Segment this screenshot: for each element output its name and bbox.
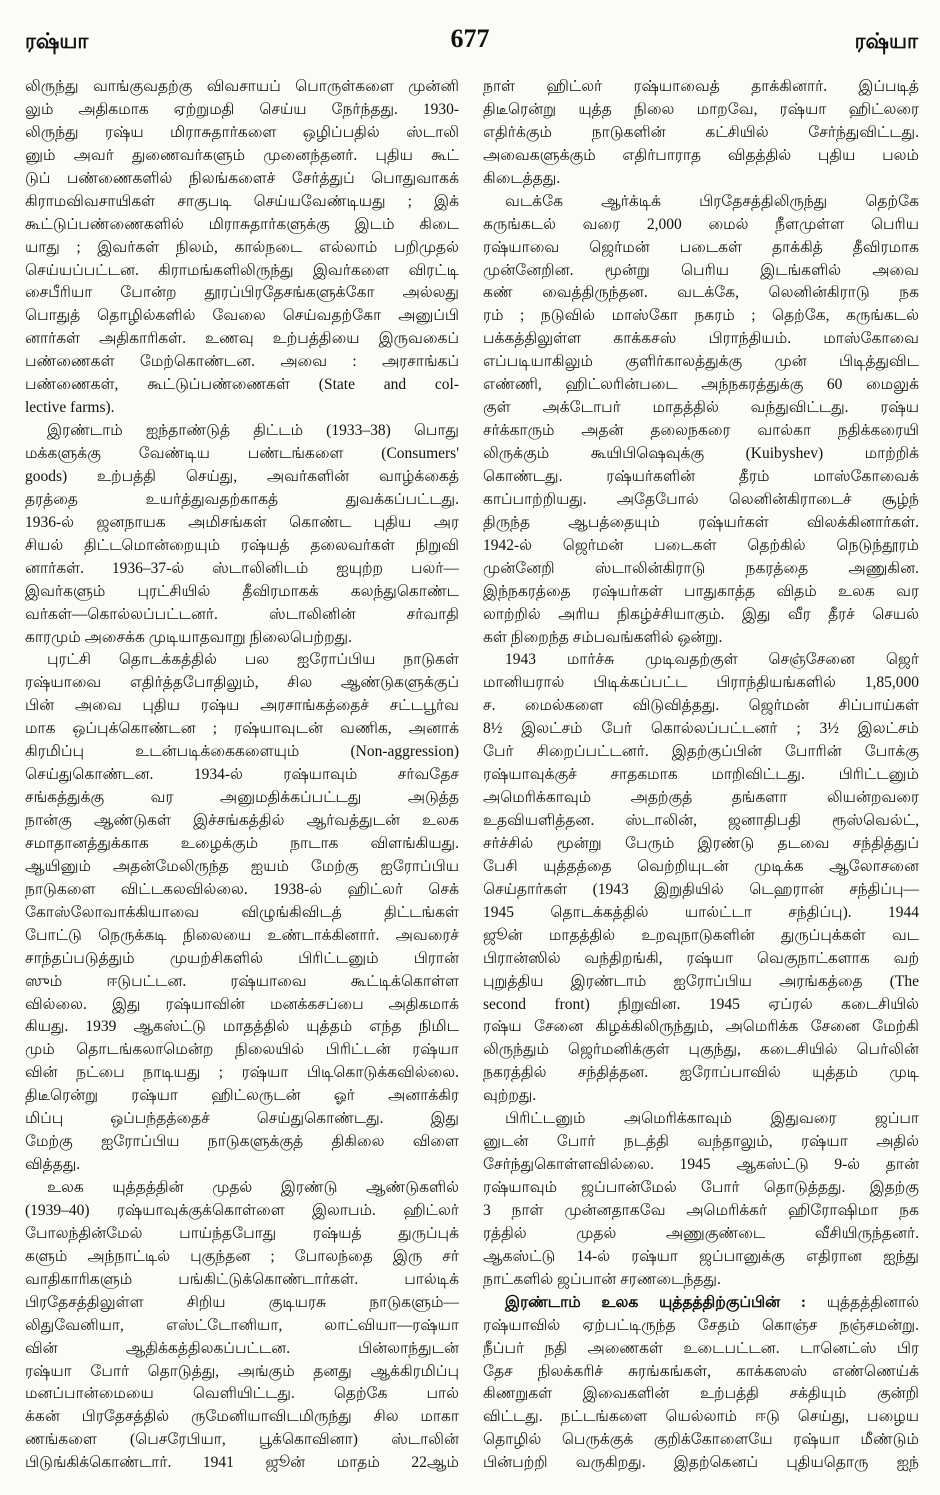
- text-line: ரஷ்யாவில் ஏற்பட்டிருந்த சேதம் கொஞ்ச நஞ்சமன்று.: [483, 1316, 919, 1334]
- line-text: யுத்தத்தினால்: [826, 1293, 919, 1311]
- text-line: ரஷ்யா போர் தொடுத்து, அங்கும் தனது ஆக்கிரமிப்பு: [25, 1362, 459, 1380]
- text-line: கொண்டது. ரஷ்யர்களின் தீரம் மாஸ்கோவைக்: [483, 467, 919, 485]
- text-line: பின்பற்றி வருகிறது. இதற்கெனப் புதியதொரு ஐந்: [483, 1454, 919, 1472]
- text-line: னுடன் போர் நடத்தி வந்தாலும், ரஷ்யா அதில்: [483, 1133, 919, 1151]
- text-line: லிருந்து வாங்குவதற்கு விவசாயப் பொருள்களை முன்னி: [25, 78, 459, 95]
- text-line: சர்க்காரும் அதன் தலைநகரை வால்கா நதிக்கரையி: [483, 422, 919, 440]
- text-line: யாது ; இவர்கள் நிலம், கால்நடை எல்லாம் பறிமுதல்: [25, 238, 459, 256]
- text-line: நாள் ஹிட்லர் ரஷ்யாவைத் தாக்கினார். இப்படித்: [483, 78, 919, 95]
- running-head-right: ரஷ்யா: [854, 29, 918, 53]
- text-line: செய்துகொண்டன. 1934-ல் ரஷ்யாவும் சர்வதேச: [25, 766, 459, 784]
- text-line: lective farms).: [25, 399, 115, 417]
- text-line: லிருந்து ரஷ்ய மிராசுதார்களை ஒழிப்பதில் ஸ்டாலி: [25, 123, 459, 141]
- text-line: கோஸ்லோவாக்கியாவை விழுங்கிவிடத் திட்டங்கள்: [25, 903, 459, 921]
- text-line: மானியரால் பிடிக்கப்பட்ட பிராந்தியங்களில் 1,85,000: [483, 674, 919, 692]
- text-line: லும் அதிகமாக ஏற்றுமதி செய்ய நேர்ந்தது. 1930-: [25, 100, 459, 118]
- text-line: கியது. 1939 ஆகஸ்ட்டு மாதத்தில் யுத்தம் எந்த நிமிட: [25, 1018, 459, 1036]
- left-column: [25, 76, 459, 1475]
- text-line: மனப்பான்மையை வெளியிட்டது. தெற்கே பால்: [25, 1385, 459, 1403]
- text-line: முன்னேறின. மூன்று பெரிய இடங்களில் அவை: [483, 261, 919, 279]
- text-line: (1939–40) ரஷ்யாவுக்குக்கொள்ளை இலாபம். ஹிட்லர்: [25, 1201, 459, 1219]
- text-line: கிணறுகள் இவைகளின் உற்பத்தி சக்தியும் குன்றி: [483, 1385, 919, 1403]
- text-line: சைபீரியா போன்ற தூரப்பிரதேசங்களுக்கோ அல்லது: [25, 284, 459, 302]
- text-line: ரத்தில் முதல் அணுகுண்டை வீசியிருந்தனர்.: [483, 1224, 919, 1242]
- paragraph: [483, 649, 919, 1108]
- text-line: சியல் திட்டமொன்றையும் ரஷ்யத் தலைவர்கள் நிறுவி: [25, 536, 459, 554]
- text-line: பிரதேசத்திலுள்ள சிறிய குடியரசு நாடுகளும்—: [25, 1293, 459, 1311]
- text-line: காரமும் அசைக்க முடியாதவாறு நிலைபெற்றது.: [25, 628, 352, 646]
- text-line: நாடுகளை விட்டகலவில்லை. 1938-ல் ஹிட்லர் செக்: [25, 880, 459, 898]
- text-line: பின் அவை புதிய ரஷ்ய அரசாங்கத்தைச் சட்டபூர்வ: [25, 697, 459, 715]
- text-line: சங்கத்துக்கு வர அனுமதிக்கப்பட்டது அடுத்த: [25, 789, 459, 807]
- text-line: லிதுவேனியா, எஸ்ட்டோனியா, லாட்வியா—ரஷ்யா: [25, 1316, 459, 1334]
- text-line: நான்கு ஆண்டுகள் இச்சங்கத்தில் ஆர்வத்துடன் உலக: [25, 812, 459, 829]
- text-line: நாட்களில் ஜப்பான் சரணடைந்தது.: [483, 1270, 721, 1288]
- text-line: க்கன் பிரதேசத்தில் ருமேனியாவிடமிருந்து சில மாகா: [25, 1408, 459, 1426]
- text-line: பொதுத் தொழில்களில் வேலை செய்வதற்கோ அனுப்பி: [25, 307, 459, 325]
- text-line: ஆகஸ்ட்டு 14-ல் ரஷ்யா ஜப்பானுக்கு எதிரான ஐந்து: [483, 1247, 919, 1265]
- text-line: பண்ணைகள், கூட்டுப்பண்ணைகள் (State and col-: [25, 376, 459, 394]
- text-line: வின் ஆதிக்கத்திலகப்பட்டன. பின்லாந்துடன்: [25, 1339, 459, 1357]
- text-line: கூட்டுப்பண்ணைகளில் மிராசுதார்களுக்கு இடம் கிடை: [25, 215, 459, 233]
- text-line: மக்களுக்கு வேண்டிய பண்டங்களை (Consumers': [25, 445, 459, 462]
- text-line: குள் அக்டோபர் மாதத்தில் வந்துவிட்டது. ரஷ்ய: [483, 399, 919, 417]
- text-line: எப்படியாகிலும் குளிர்காலத்துக்கு முன் பிடித்துவிட: [483, 353, 919, 371]
- text-line: goods) உற்பத்தி செய்து, அவர்களின் வாழ்க்கைத்: [25, 467, 459, 485]
- text-line: கள் நிறைந்த சம்பவங்களில் ஒன்று.: [483, 628, 723, 646]
- text-line: ஸும் ஈடுபட்டன. ரஷ்யாவை கூட்டிக்கொள்ள: [25, 972, 459, 990]
- text-line: 3 நாள் முன்னதாகவே அமெரிக்கர் ஹிரோஷிமா நக: [483, 1201, 919, 1219]
- paragraph: [25, 76, 459, 420]
- text-line: ரம் ; நடுவில் மாஸ்கோ நகரம் ; தெற்கே, கருங்கடல்: [483, 307, 919, 325]
- text-line: 1942-ல் ஜெர்மன் படைகள் தெற்கில் நெடுந்தூரம்: [483, 536, 919, 554]
- text-line: ச. மைல்களை விடுவித்தது. ஜெர்மன் சிப்பாய்கள்: [483, 697, 919, 715]
- text-line: லிருக்கும் கூயிபிஷெவுக்கு (Kuibyshev) மாற்றிக்: [483, 445, 919, 462]
- text-line: தொழில் பெருக்குக் குறிக்கோளையே ரஷ்யா மீண்டும்: [483, 1431, 919, 1449]
- text-line: சேர்ந்துகொள்ளவில்லை. 1945 ஆகஸ்ட்டு 9-ல் தான்: [483, 1156, 919, 1174]
- text-line: களும் அந்நாட்டில் புகுந்தன ; போலந்தை இரு சர்: [25, 1247, 459, 1265]
- text-line: திருந்த ஆபத்தையும் ரஷ்யர்கள் விலக்கினார்கள்.: [483, 513, 919, 531]
- text-line: லிருந்தும் ஜெர்மனிக்குள் புகுந்து, கடைசியில் பெர்லின்: [483, 1041, 919, 1059]
- text-line: இந்நகரத்தை ரஷ்யர்கள் பாதுகாத்த விதம் உலக வர: [483, 582, 919, 600]
- text-line: பிரிட்டனும் அமெரிக்காவும் இதுவரை ஜப்பா: [505, 1110, 919, 1128]
- text-line: னார்கள். 1936–37-ல் ஸ்டாலினிடம் ஐயுற்ற பலர்—: [25, 559, 459, 577]
- text-line: மும் தொடங்கலாமென்ற நிலையில் பிரிட்டன் ரஷ்யா: [25, 1041, 459, 1059]
- text-line: பிரான்ஸில் வந்திறங்கி, ரஷ்யா வெகுநாட்களாக வற்: [483, 949, 919, 967]
- paragraph: [483, 191, 919, 650]
- text-line: காப்பாற்றியது. அதேபோல் லெனின்கிராடைச் சூழ்ந்: [483, 490, 919, 508]
- text-line: கிடைத்தது.: [483, 169, 561, 187]
- text-line: 1936-ல் ஜனநாயக அமிசங்கள் கொண்ட புதிய அர: [25, 513, 459, 531]
- page-number: 677: [450, 24, 490, 53]
- run-in-heading: இரண்டாம் உலக யுத்தத்திற்குப்பின் :: [505, 1293, 807, 1311]
- paragraph: [25, 649, 459, 1177]
- text-line: விட்டது. நட்டங்களை யெல்லாம் ஈடு செய்து, பழைய: [483, 1408, 919, 1426]
- text-line: ரஷ்யாவை ஜெர்மன் படைகள் தாக்கித் தீவிரமாக: [483, 238, 919, 256]
- text-line: உலக யுத்தத்தின் முதல் இரண்டு ஆண்டுகளில்: [47, 1179, 459, 1196]
- text-line: லாற்றில் அரிய நிகழ்ச்சியாகும். இது வீர தீரச் செயல்: [483, 605, 919, 623]
- right-column: [483, 76, 919, 1475]
- text-line: வுற்றது.: [483, 1087, 537, 1105]
- text-line: பக்கத்திலுள்ள காக்கசஸ் பிராந்தியம். மாஸ்கோவை: [483, 330, 919, 348]
- text-line: ரஷ்யாவும் ஜப்பான்மேல் போர் தொடுத்தது. இதற்கு: [483, 1179, 919, 1196]
- text-line: சர்ச்சில் மூன்று பேரும் இரண்டு தடவை சந்தித்துப்: [483, 834, 919, 852]
- text-line: உதவியளித்தன. ஸ்டாலின், ஜனாதிபதி ரூஸ்வெல்ட்,: [483, 812, 919, 829]
- text-line: 1945 தொடக்கத்தில் யால்ட்டா சந்திப்பு). 1944: [483, 903, 919, 921]
- text-line: 8½ இலட்சம் பேர் கொல்லப்பட்டனர் ; 3½ இலட்சம்: [483, 720, 919, 738]
- text-line: னும் அவர் துணைவர்களும் முனைந்தனர். புதிய கூட்: [25, 146, 459, 164]
- text-line: புறுத்திய இரண்டாம் ஐரோப்பிய அரங்கத்தை (The: [483, 972, 919, 990]
- text-line: பண்ணைகள் மேற்கொண்டன. அவை : அரசாங்கப்: [25, 353, 459, 371]
- text-line: திடீரென்று யுத்த நிலை மாறவே, ரஷ்யா ஹிட்லரை: [483, 100, 919, 118]
- text-line: கருங்கடல் வரை 2,000 மைல் நீளமுள்ள பெரிய: [483, 215, 919, 233]
- text-line: னார்கள் அதிகாரிகள். உணவு உற்பத்தியை இருவகைப்: [25, 330, 459, 348]
- text-line: ஆயினும் அதன்மேலிருந்த ஐயம் மேற்கு ஐரோப்பிய: [25, 857, 459, 875]
- text-line: போலந்தின்மேல் பாய்ந்தபோது ரஷ்யத் துருப்புக்: [25, 1224, 459, 1242]
- text-line: மேற்கு ஐரோப்பிய நாடுகளுக்குத் திகிலை விளை: [25, 1133, 459, 1151]
- text-line: தேச நிலக்கரிச் சுரங்கங்கள், காக்கஸஸ் எண்ணெய்க்: [483, 1362, 919, 1380]
- text-line: எதிர்க்கும் நாடுகளின் கட்சியில் சேர்ந்துவிட்டது.: [483, 123, 919, 141]
- text-line: ரஷ்ய சேனை கிழக்கிலிருந்தும், அமெரிக்க சேனை மேற்கி: [483, 1018, 919, 1036]
- text-line: வடக்கே ஆர்க்டிக் பிரதேசத்திலிருந்து தெற்கே: [505, 192, 919, 210]
- paragraph: [483, 76, 919, 191]
- text-line: ரஷ்யாவை எதிர்த்தபோதிலும், சில ஆண்டுகளுக்குப்: [25, 674, 459, 692]
- text-line: புரட்சி தொடக்கத்தில் பல ஐரோப்பிய நாடுகள்: [47, 651, 459, 669]
- text-line: 1943 மார்ச்சு முடிவதற்குள் செஞ்சேனை ஜெர்: [505, 651, 919, 669]
- text-line: வின் நட்பை நாடியது ; ரஷ்யா பிடிகொடுக்கவில்லை.: [25, 1064, 459, 1082]
- text-line: வித்தது.: [25, 1156, 81, 1174]
- text-line: தரத்தை உயர்த்துவதற்காகத் துவக்கப்பட்டது.: [25, 490, 459, 508]
- text-line: சாந்தப்படுத்தும் முயற்சிகளில் பிரிட்டனும் பிரான்: [25, 949, 459, 967]
- running-head-left: ரஷ்யா: [25, 29, 89, 53]
- text-line: கிரமிப்பு உடன்படிக்கைகளையும் (Non-aggression): [25, 743, 459, 761]
- text-line: அமெரிக்காவும் அதற்குத் தங்களா லியன்றவரை: [483, 789, 919, 807]
- text-line: வாதிகாரிகளும் பங்கிட்டுக்கொண்டார்கள். பால்டிக்: [25, 1270, 459, 1288]
- text-line: நகரத்தில் சந்தித்தன. ஐரோப்பாவில் யுத்தம் முடி: [483, 1064, 919, 1082]
- text-line: ரஷ்யாவுக்குச் சாதகமாக மாறிவிட்டது. பிரிட்டனும்: [483, 766, 919, 784]
- text-line: சமாதானத்துக்காக உழைக்கும் நாடாக விளங்கியது.: [25, 834, 459, 852]
- paragraph: [483, 1108, 919, 1292]
- text-line: செய்தார்கள் (1943 இறுதியில் டெஹரான் சந்திப்பு—: [483, 880, 919, 898]
- text-line: [483, 1292, 919, 1315]
- text-line: இவர்களும் புரட்சியில் தீவிரமாகக் கலந்துகொண்ட: [25, 582, 459, 600]
- text-line: எண்ணி, ஹிட்லரின்படை அந்நகரத்துக்கு 60 மைலுக்: [483, 376, 919, 394]
- text-line: மிப்பு ஒப்பந்தத்தைச் செய்துகொண்டது. இது: [25, 1110, 459, 1128]
- text-line: பேர் சிறைப்பட்டனர். இதற்குப்பின் போரின் போக்கு: [483, 743, 919, 761]
- paragraph: [483, 1292, 919, 1476]
- text-line: திடீரென்று ரஷ்யா ஹிட்லருடன் ஓர் அனாக்கிர: [25, 1087, 459, 1105]
- text-line: நீப்பர் நதி அணைகள் உடைபட்டன. டானெட்ஸ் பிர: [483, 1339, 919, 1357]
- text-line: இரண்டாம் ஐந்தாண்டுத் திட்டம் (1933–38) பொது: [47, 422, 459, 440]
- text-line: அவைகளுக்கும் எதிர்பாராத விதத்தில் புதிய பலம்: [483, 146, 919, 164]
- text-line: கிராமவிவசாயிகள் சாகுபடி செய்யவேண்டியது ; இக்: [25, 192, 459, 210]
- text-line: மாக ஒப்புக்கொண்டன ; ரஷ்யாவுடன் வணிக, அனாக்: [25, 720, 459, 738]
- text-line: second front) நிறுவின. 1945 ஏப்ரல் கடைசியில்: [483, 995, 919, 1013]
- text-line: போட்டு நெருக்கடி நிலையை உண்டாக்கினார். அவரைச்: [25, 926, 459, 944]
- text-line: டுப் பண்ணைகளில் நிலங்களைச் சேர்த்துப் பொதுவாகக்: [25, 169, 459, 187]
- text-line: ணங்களை (பெசரேபியா, பூக்கொவினா) ஸ்டாலின்: [25, 1431, 459, 1449]
- text-line: வில்லை. இது ரஷ்யாவின் மனக்கசப்பை அதிகமாக்: [25, 995, 459, 1013]
- text-line: பிடுங்கிக்கொண்டார். 1941 ஜூன் மாதம் 22ஆம்: [25, 1454, 459, 1472]
- text-line: வர்கள்—கொல்லப்பட்டனர். ஸ்டாலினின் சர்வாதி: [25, 605, 459, 623]
- text-line: கண் வைத்திருந்தன. வடக்கே, லெனின்கிராடு நக: [483, 284, 919, 302]
- paragraph: [25, 1177, 459, 1475]
- text-line: முன்னேறி ஸ்டாலின்கிராடு நகரத்தை அணுகின.: [483, 559, 919, 577]
- text-line: ஜூன் மாதத்தில் உறவுநாடுகளின் துருப்புக்கள் வட: [483, 926, 919, 944]
- text-line: பேசி யுத்தத்தை வெற்றியுடன் முடிக்க ஆலோசனை: [483, 857, 919, 875]
- paragraph: [25, 420, 459, 649]
- text-line: செய்யப்பட்டன. கிராமங்களிலிருந்து இவர்களை விரட்டி: [25, 261, 459, 279]
